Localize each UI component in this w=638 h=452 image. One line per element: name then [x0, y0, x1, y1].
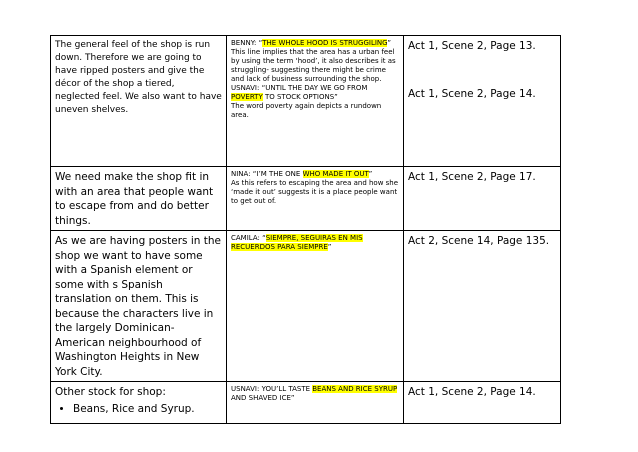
- quote-line: NINA: “I’M THE ONE WHO MADE IT OUT”: [231, 170, 373, 178]
- quote-cell: [227, 36, 404, 167]
- quote-line: USNAVI: YOU’LL TASTE BEANS AND RICE SYRUP AND SHAVED ICE”: [231, 385, 398, 402]
- scene-reference: Act 1, Scene 2, Page 14.: [408, 386, 536, 398]
- quote-analysis: This line implies that the area has a urban feel by using the term ‘hood’, it also describes it as struggling- suggesting there might be crime and lack of business surrounding the shop.: [231, 48, 396, 83]
- highlighted-quote: SIEMPRE, SEGUIRAS EN MIS RECUERDOS PARA SIEMPRE: [231, 234, 363, 251]
- highlighted-quote: POVERTY: [231, 93, 263, 101]
- design-note-cell: [51, 382, 227, 424]
- quote-cell: [227, 382, 404, 424]
- scene-reference: Act 1, Scene 2, Page 14.: [408, 88, 536, 100]
- highlighted-quote: THE WHOLE HOOD IS STRUGGILING: [262, 39, 388, 47]
- table-row: [51, 231, 561, 382]
- reference-cell: [404, 36, 561, 167]
- scene-reference: Act 1, Scene 2, Page 17.: [408, 171, 536, 183]
- design-note: We need make the shop fit in with an area that people want to escape from and do better things.: [55, 171, 214, 227]
- quote-analysis: The word poverty again depicts a rundown area.: [231, 102, 382, 119]
- notes-table: [50, 35, 561, 424]
- quote-line: CAMILA: “SIEMPRE, SEGUIRAS EN MIS RECUERDOS PARA SIEMPRE”: [231, 234, 363, 251]
- design-note: As we are having posters in the shop we want to have some with a Spanish element or some with s Spanish translation on them. This is because the characters live in the largely Dominican-American neighbourhood of Washington Heights in New York City.: [55, 235, 221, 378]
- quote-analysis: As this refers to escaping the area and how she ‘made it out’ suggests it is a place people want to get out of.: [231, 179, 399, 205]
- quote-cell: [227, 231, 404, 382]
- design-note-cell: [51, 167, 227, 231]
- design-note: Other stock for shop:: [55, 386, 166, 398]
- design-note-cell: [51, 36, 227, 167]
- reference-cell: [404, 382, 561, 424]
- table-row: [51, 36, 561, 167]
- quote-cell: [227, 167, 404, 231]
- list-item: • Beans, Rice and Syrup.: [73, 402, 222, 416]
- reference-cell: [404, 167, 561, 231]
- quote-line: BENNY: “THE WHOLE HOOD IS STRUGGILING”: [231, 39, 392, 47]
- scene-reference: Act 1, Scene 2, Page 13.: [408, 40, 536, 52]
- scene-reference: Act 2, Scene 14, Page 135.: [408, 235, 550, 247]
- reference-cell: [404, 231, 561, 382]
- table-row: [51, 167, 561, 231]
- stock-list: [55, 402, 222, 416]
- design-note: The general feel of the shop is run down. Therefore we are going to have ripped posters and give the décor of the shop a tiered, neglected feel. We also want to have uneven shelves.: [55, 40, 222, 115]
- quote-line: POVERTY TO STOCK OPTIONS”: [231, 93, 338, 101]
- design-note-cell: [51, 231, 227, 382]
- quote-line: USNAVI: “UNTIL THE DAY WE GO FROM: [231, 84, 368, 92]
- highlighted-quote: WHO MADE IT OUT: [302, 170, 369, 178]
- table-row: [51, 382, 561, 424]
- highlighted-quote: BEANS AND RICE SYRUP: [312, 385, 398, 393]
